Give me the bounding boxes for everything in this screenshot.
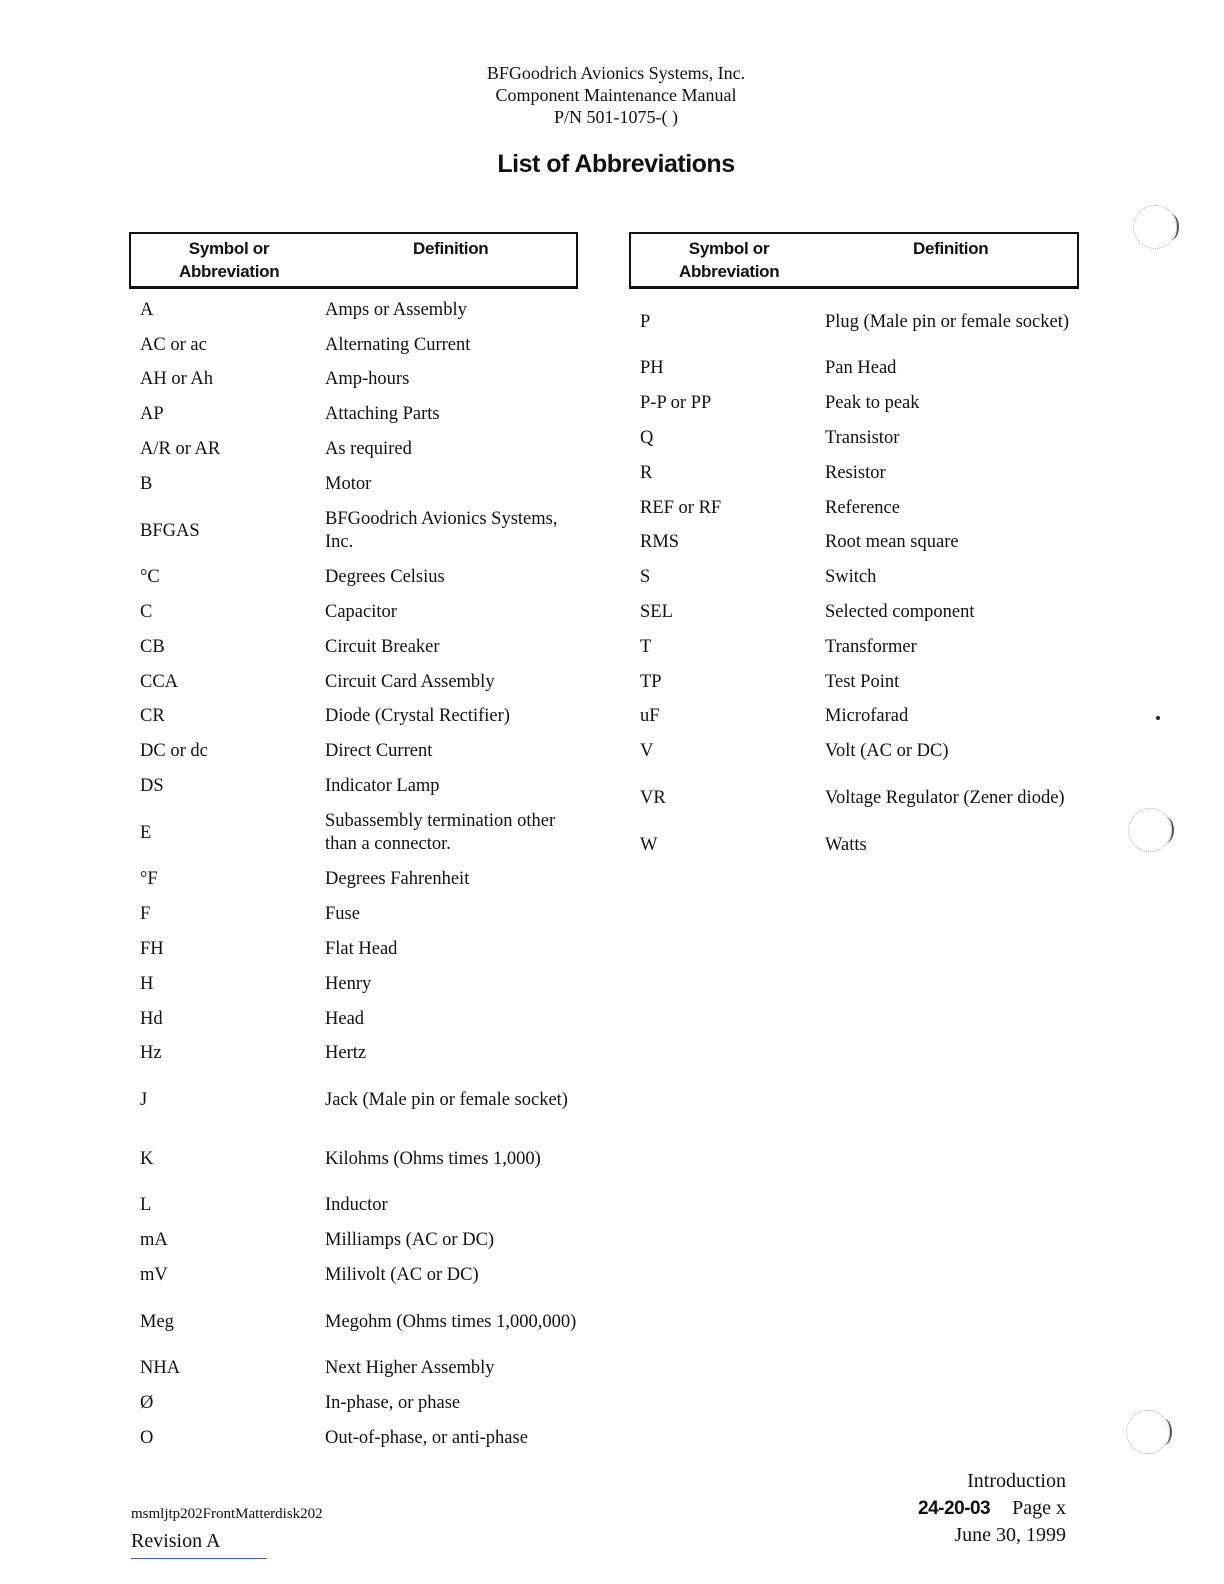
abbreviation-symbol: °C	[140, 567, 160, 588]
abbreviation-definition: Megohm (Ohms times 1,000,000)	[325, 1311, 577, 1332]
abbreviation-definition: Voltage Regulator (Zener diode)	[825, 787, 1065, 808]
abbreviation-symbol: DC or dc	[140, 741, 208, 762]
abbreviation-definition: Plug (Male pin or female socket)	[825, 311, 1070, 332]
abbreviation-definition: Flat Head	[325, 939, 398, 960]
abbreviation-definition: Volt (AC or DC)	[825, 741, 949, 762]
table-body	[629, 293, 1079, 863]
footer-right	[918, 1468, 1066, 1549]
table-row	[129, 560, 578, 595]
abbreviation-symbol: BFGAS	[140, 520, 200, 541]
abbreviation-definition: Watts	[825, 834, 867, 855]
abbreviation-definition: Transformer	[825, 636, 917, 657]
table-row	[629, 828, 1079, 863]
table-row	[629, 560, 1079, 595]
abbreviation-definition: In-phase, or phase	[325, 1393, 461, 1414]
abbreviation-symbol: PH	[640, 358, 664, 379]
table-row	[629, 421, 1079, 456]
abbreviation-symbol: Q	[640, 428, 654, 449]
table-row	[129, 734, 578, 769]
table-row	[129, 1421, 578, 1456]
abbreviation-symbol: Ø	[140, 1393, 154, 1414]
abbreviation-definition: Pan Head	[825, 358, 897, 379]
symbol-column-header: Symbol or Abbreviation	[179, 239, 280, 281]
document-header	[0, 62, 1224, 128]
scan-hole-mark	[1126, 1410, 1170, 1454]
abbreviation-definition: Circuit Card Assembly	[325, 671, 495, 692]
abbreviation-symbol: S	[640, 567, 651, 588]
abbreviation-symbol: REF or RF	[640, 497, 722, 518]
abbreviation-definition: Milliamps (AC or DC)	[325, 1230, 495, 1251]
section-name: Introduction	[967, 1470, 1066, 1492]
abbreviation-definition: Transistor	[825, 428, 900, 449]
table-row	[129, 1352, 578, 1387]
chapter-code: 24-20-03	[918, 1498, 991, 1519]
table-row	[629, 491, 1079, 526]
abbreviation-symbol: B	[140, 473, 153, 494]
abbreviation-symbol: uF	[640, 706, 660, 727]
abbreviation-definition: Root mean square	[825, 532, 959, 553]
table-row	[129, 1130, 578, 1189]
abbreviation-definition: Henry	[325, 973, 372, 994]
abbreviation-symbol: W	[640, 834, 658, 855]
table-row	[629, 630, 1079, 665]
table-row	[129, 1002, 578, 1037]
table-row	[629, 526, 1079, 561]
company-name: BFGoodrich Avionics Systems, Inc.	[486, 63, 746, 83]
abbreviation-symbol: Hz	[140, 1043, 162, 1064]
table-row	[629, 769, 1079, 828]
abbreviation-symbol: mV	[140, 1265, 168, 1285]
abbreviation-definition: Degrees Celsius	[325, 567, 445, 588]
footer-rule	[131, 1558, 267, 1559]
table-row	[129, 432, 578, 467]
scan-hole-mark	[1128, 808, 1172, 852]
abbreviation-symbol: mA	[140, 1230, 168, 1251]
table-row	[629, 700, 1079, 735]
abbreviation-definition: Capacitor	[325, 602, 397, 623]
table-row	[629, 734, 1079, 769]
abbreviation-definition: Next Higher Assembly	[325, 1358, 495, 1379]
abbreviation-symbol: °F	[140, 869, 158, 890]
definition-column-header: Definition	[413, 239, 489, 258]
abbreviation-definition: Out-of-phase, or anti-phase	[325, 1427, 528, 1448]
abbreviation-symbol: K	[140, 1148, 154, 1169]
scan-hole-mark	[1133, 205, 1177, 249]
abbreviation-definition: BFGoodrich Avionics Systems, Inc.	[325, 509, 558, 553]
abbreviation-table-left	[129, 232, 578, 1456]
table-row	[129, 595, 578, 630]
abbreviation-symbol: Hd	[140, 1008, 163, 1029]
abbreviation-symbol: V	[640, 741, 654, 762]
abbreviation-symbol: H	[140, 973, 154, 994]
abbreviation-symbol: O	[140, 1427, 154, 1448]
table-row	[129, 328, 578, 363]
abbreviation-definition: Selected component	[825, 602, 975, 623]
abbreviation-definition: Circuit Breaker	[325, 636, 440, 657]
table-row	[129, 1071, 578, 1130]
table-row	[129, 897, 578, 932]
abbreviation-definition: Subassembly termination other than a connector.	[325, 811, 556, 855]
abbreviation-symbol: F	[140, 904, 151, 925]
abbreviation-definition: Resistor	[825, 462, 886, 483]
abbreviation-symbol: E	[140, 822, 152, 843]
abbreviation-definition: Alternating Current	[325, 334, 471, 355]
abbreviation-symbol: P-P or PP	[640, 393, 712, 414]
table-row	[129, 1223, 578, 1258]
revision-label: Revision A	[131, 1530, 221, 1552]
table-row	[129, 467, 578, 502]
manual-title: Component Maintenance Manual	[495, 85, 737, 105]
footer-left	[131, 1504, 323, 1559]
abbreviation-definition: Switch	[825, 567, 877, 588]
table-row	[129, 1386, 578, 1421]
table-row	[129, 1258, 578, 1293]
abbreviation-definition: Fuse	[325, 904, 360, 925]
file-name: msmljtp202FrontMatterdisk202	[131, 1506, 323, 1522]
table-row	[129, 1293, 578, 1352]
table-row	[129, 363, 578, 398]
abbreviation-symbol: DS	[140, 776, 164, 797]
abbreviation-symbol: RMS	[640, 532, 680, 553]
table-row	[629, 595, 1079, 630]
abbreviation-definition: Amps or Assembly	[325, 299, 467, 320]
abbreviation-symbol: CB	[140, 636, 165, 657]
abbreviation-definition: As required	[325, 439, 412, 460]
abbreviation-definition: Direct Current	[325, 741, 433, 762]
part-number: P/N 501-1075-( )	[554, 107, 678, 127]
abbreviation-definition: Diode (Crystal Rectifier)	[325, 706, 510, 727]
abbreviation-symbol: A/R or AR	[140, 439, 221, 460]
table-body	[129, 293, 578, 1456]
abbreviation-definition: Hertz	[325, 1043, 367, 1064]
page-number: Page x	[1012, 1497, 1066, 1519]
table-row	[629, 386, 1079, 421]
abbreviation-symbol: P	[640, 311, 651, 332]
table-row	[129, 293, 578, 328]
table-row	[129, 932, 578, 967]
table-row	[129, 769, 578, 804]
abbreviation-definition: Amp-hours	[325, 369, 410, 390]
abbreviation-definition: Test Point	[825, 671, 900, 692]
table-row	[129, 863, 578, 898]
abbreviation-table-right	[629, 232, 1079, 863]
abbreviation-definition: Inductor	[325, 1195, 388, 1216]
abbreviation-symbol: VR	[640, 787, 666, 808]
abbreviation-definition: Attaching Parts	[325, 404, 440, 425]
scan-speck	[1156, 716, 1160, 720]
abbreviation-symbol: T	[640, 636, 652, 657]
abbreviation-symbol: NHA	[140, 1358, 181, 1379]
abbreviation-definition: Microfarad	[825, 706, 909, 727]
abbreviation-symbol: Meg	[140, 1311, 174, 1332]
abbreviation-definition: Indicator Lamp	[325, 776, 440, 797]
definition-column-header: Definition	[913, 239, 989, 258]
abbreviation-definition: Motor	[325, 473, 372, 494]
abbreviation-symbol: J	[140, 1090, 148, 1111]
table-row	[129, 967, 578, 1002]
abbreviation-definition: Peak to peak	[825, 393, 920, 414]
abbreviation-symbol: FH	[140, 939, 164, 960]
abbreviation-symbol: AP	[140, 404, 164, 425]
table-row	[629, 352, 1079, 387]
abbreviation-symbol: CR	[140, 706, 165, 727]
table-header	[129, 232, 578, 289]
table-row	[129, 1189, 578, 1224]
table-row	[629, 293, 1079, 352]
page-title: List of Abbreviations	[497, 150, 735, 178]
table-row	[129, 502, 578, 561]
symbol-column-header: Symbol or Abbreviation	[679, 239, 780, 281]
abbreviation-symbol: R	[640, 462, 653, 483]
table-row	[629, 665, 1079, 700]
table-row	[129, 700, 578, 735]
abbreviation-definition: Jack (Male pin or female socket)	[325, 1090, 568, 1111]
abbreviation-symbol: AC or ac	[140, 334, 207, 355]
abbreviation-definition: Degrees Fahrenheit	[325, 869, 470, 890]
abbreviation-definition: Kilohms (Ohms times 1,000)	[325, 1148, 541, 1169]
revision-date: June 30, 1999	[954, 1524, 1066, 1546]
table-row	[129, 630, 578, 665]
abbreviation-symbol: L	[140, 1195, 152, 1216]
abbreviation-symbol: A	[140, 299, 154, 320]
table-row	[129, 804, 578, 863]
abbreviation-symbol: AH or Ah	[140, 369, 213, 390]
abbreviation-definition: Milivolt (AC or DC)	[325, 1265, 479, 1285]
table-header	[629, 232, 1079, 289]
table-row	[629, 456, 1079, 491]
abbreviation-symbol: TP	[640, 671, 662, 692]
abbreviation-symbol: SEL	[640, 602, 673, 623]
abbreviation-definition: Head	[325, 1008, 365, 1029]
abbreviation-definition: Reference	[825, 497, 900, 518]
abbreviation-symbol: CCA	[140, 671, 179, 692]
table-row	[129, 665, 578, 700]
table-row	[129, 397, 578, 432]
table-row	[129, 1037, 578, 1072]
abbreviation-symbol: C	[140, 602, 153, 623]
